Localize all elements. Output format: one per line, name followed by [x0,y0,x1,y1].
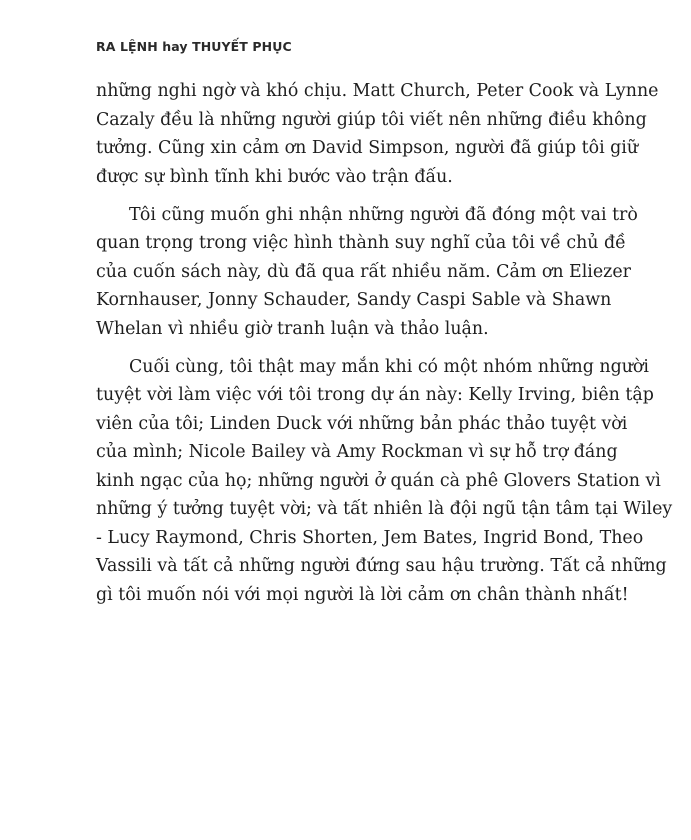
paragraph-2 [96,201,638,344]
text-line: Cuối cùng, tôi thật may mắn khi có một nhóm những người [129,356,649,377]
text-line: của mình; Nicole Bailey và Amy Rockman vì sự hỗ trợ đáng [96,442,618,462]
text-line: tuyệt vời làm việc với tôi trong dự án này: Kelly Irving, biên tập [96,385,654,405]
text-line: - Lucy Raymond, Chris Shorten, Jem Bates, Ingrid Bond, Theo [96,527,644,548]
text-line: viên của tôi; Linden Duck với những bản phác thảo tuyệt vời [96,413,628,434]
text-line: Tôi cũng muốn ghi nhận những người đã đóng một vai trò [129,204,638,225]
text-line: của cuốn sách này, dù đã qua rất nhiều năm. Cảm ơn Eliezer [96,261,631,282]
text-line: những ý tưởng tuyệt vời; và tất nhiên là đội ngũ tận tâm tại Wiley [96,499,673,519]
text-line: những nghi ngờ và khó chịu. Matt Church, Peter Cook và Lynne [96,81,659,101]
text-line: được sự bình tĩnh khi bước vào trận đấu. [96,166,453,187]
text-line: kinh ngạc của họ; những người ở quán cà phê Glovers Station vì [96,470,661,491]
text-line: tưởng. Cũng xin cảm ơn David Simpson, người đã giúp tôi giữ [96,138,639,158]
paragraph-3 [96,353,673,610]
text-line: quan trọng trong việc hình thành suy nghĩ của tôi về chủ đề [96,233,626,253]
text-line: Kornhauser, Jonny Schauder, Sandy Caspi Sable và Shawn [96,290,612,310]
text-line: gì tôi muốn nói với mọi người là lời cảm ơn chân thành nhất! [96,584,629,605]
page-body [96,77,673,619]
running-header: RA LỆNH hay THUYẾT PHỤC [96,39,292,54]
text-line: Vassili và tất cả những người đứng sau hậu trường. Tất cả những [96,556,667,576]
text-line: Whelan vì nhiều giờ tranh luận và thảo luận. [96,318,489,339]
text-line: Cazaly đều là những người giúp tôi viết nên những điều không [96,109,647,130]
paragraph-1 [96,77,659,191]
